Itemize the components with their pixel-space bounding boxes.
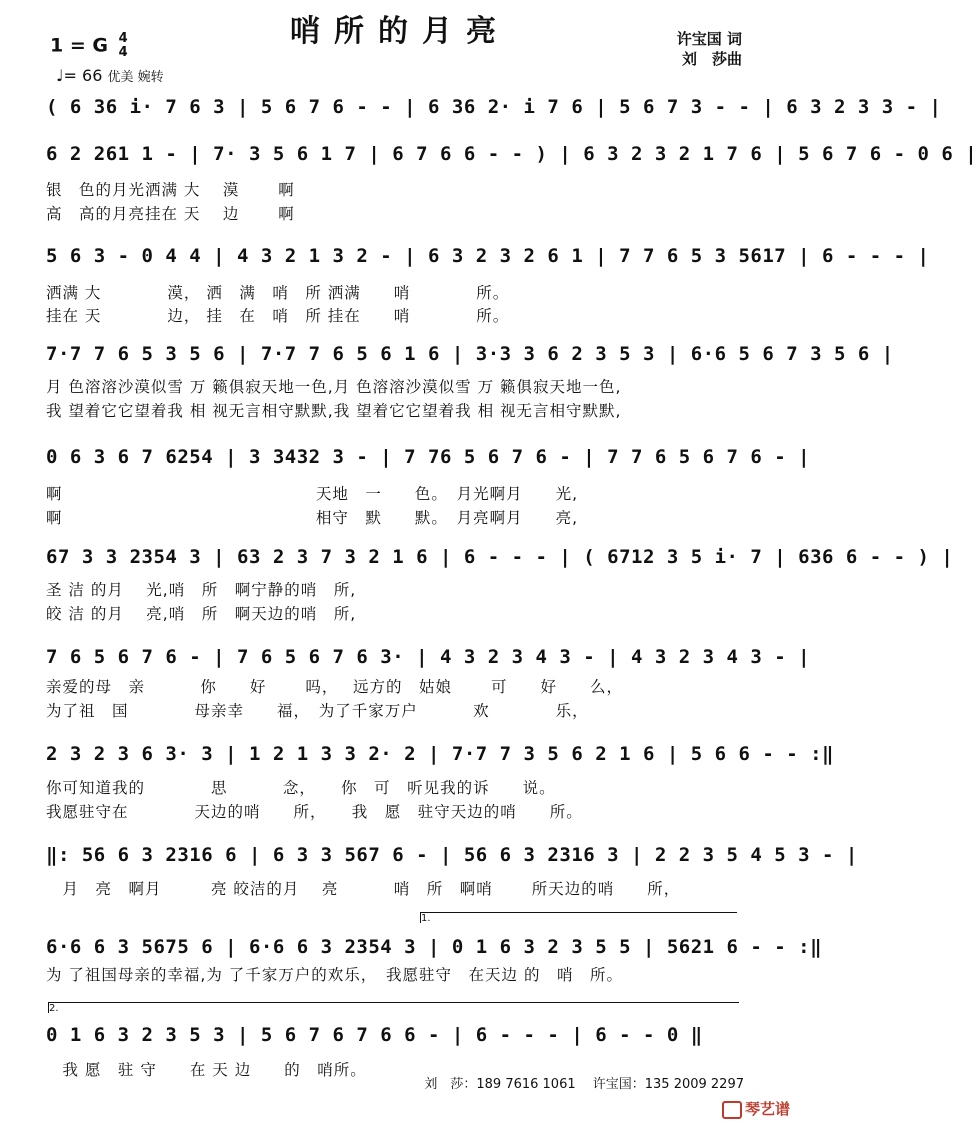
first-ending-label: 1. [421, 913, 431, 924]
score-system-6 [46, 540, 954, 574]
site-logo[interactable] [722, 1098, 790, 1119]
notes-line: 0 6 3 6 7 6254 | 3 3432 3 - | 7 76 5 6 7 6 - | 7 7 6 5 6 7 6 - | [46, 446, 811, 468]
lyricist-credit: 许宝国 词 [676, 30, 742, 48]
time-signature-bottom: 4 [118, 45, 128, 60]
first-ending-bracket [420, 912, 737, 923]
score-system-2 [46, 137, 977, 171]
lyric-verse-2: 我 望着它它望着我 相 视无言相守默默,我 望着它它望着我 相 视无言相守默默, [46, 402, 622, 420]
notes-line: 6 2 261 1 - | 7· 3 5 6 1 7 | 6 7 6 6 - - ) | 6 3 2 3 2 1 7 6 | 5 6 7 6 - 0 6 | [46, 143, 977, 165]
score-system-7 [46, 640, 811, 674]
notes-line: ( 6 36 i· 7 6 3 | 5 6 7 6 - - | 6 36 2· i 7 6 | 5 6 7 3 - - | 6 3 2 3 3 - | [46, 96, 942, 118]
tempo-value: ♩= 66 [56, 66, 103, 85]
second-ending-bracket [48, 1002, 739, 1013]
lyric-verse-1: 你可知道我的 思 念， 你 可 听见我的诉 说。 [46, 779, 556, 797]
key-label: 1 = G [50, 34, 108, 57]
lyric-verse-1: 圣 洁 的月 光,哨 所 啊宁静的哨 所, [46, 581, 357, 599]
lyric-verse-1: 亲爱的母 亲 你 好 吗， 远方的 姑娘 可 好 么， [46, 678, 623, 696]
second-ending-label: 2. [49, 1003, 59, 1014]
notes-line: 7·7 7 6 5 3 5 6 | 7·7 7 6 5 6 1 6 | 3·3 3 6 2 3 5 3 | 6·6 5 6 7 3 5 6 | [46, 343, 894, 365]
score-system-1 [46, 90, 942, 124]
lyric-verse-1: 银 色的月光洒满 大 漠 啊 [46, 181, 295, 199]
composer-credit: 刘 莎曲 [681, 50, 742, 68]
notes-line: 5 6 3 - 0 4 4 | 4 3 2 1 3 2 - | 6 3 2 3 2 6 1 | 7 7 6 5 3 5617 | 6 - - - | [46, 245, 930, 267]
notes-line: ‖: 56 6 3 2316 6 | 6 3 3 567 6 - | 56 6 3 2316 3 | 2 2 3 5 4 5 3 - | [46, 844, 858, 866]
lyric-verse-2: 为了祖 国 母亲幸 福， 为了千家万户 欢 乐， [46, 702, 589, 720]
time-signature-top: 4 [118, 31, 128, 46]
lyric-verse-2: 我愿驻守在 天边的哨 所， 我 愿 驻守天边的哨 所。 [46, 803, 583, 821]
lyric-verse-2: 啊 相守 默 默。 月亮啊月 亮, [46, 509, 579, 527]
score-system-11 [46, 1018, 742, 1052]
lyric-verse-1: 月 色溶溶沙漠似雪 万 籁俱寂天地一色,月 色溶溶沙漠似雪 万 籁俱寂天地一色, [46, 378, 622, 396]
notes-line: 67 3 3 2354 3 | 63 2 3 7 3 2 1 6 | 6 - - - | ( 6712 3 5 i· 7 | 636 6 - - ) | [46, 546, 954, 568]
lyric-verse-2: 皎 洁 的月 亮,哨 所 啊天边的哨 所, [46, 605, 357, 623]
notes-line: 7 6 5 6 7 6 - | 7 6 5 6 7 6 3· | 4 3 2 3 4 3 - | 4 3 2 3 4 3 - | [46, 646, 811, 668]
key-signature [50, 32, 128, 60]
contact-info: 刘 莎：189 7616 1061 许宝国：135 2009 2297 [424, 1077, 744, 1092]
song-title: 哨所的月亮 [290, 14, 510, 49]
lyric-verse-1: 我 愿 驻 守 在 天 边 的 哨所。 [46, 1061, 367, 1079]
score-system-10 [46, 930, 823, 964]
lyric-verse-1: 月 亮 啊月 亮 皎洁的月 亮 哨 所 啊哨 所天边的哨 所， [46, 880, 681, 898]
lyric-verse-2: 挂在 天 边， 挂 在 哨 所 挂在 哨 所。 [46, 307, 510, 325]
score-system-9 [46, 838, 858, 872]
logo-icon [722, 1101, 742, 1119]
notes-line: 0 1 6 3 2 3 5 3 | 5 6 7 6 7 6 6 - | 6 - - - | 6 - - 0 ‖ [46, 1024, 703, 1046]
score-system-8 [46, 737, 834, 771]
tempo-marking [56, 66, 164, 85]
notes-line: 6·6 6 3 5675 6 | 6·6 6 3 2354 3 | 0 1 6 3 2 3 5 5 | 5621 6 - - :‖ [46, 936, 823, 958]
lyric-verse-2: 高 高的月亮挂在 天 边 啊 [46, 205, 295, 223]
logo-text: 琴艺谱 [744, 1100, 790, 1118]
score-system-5 [46, 440, 811, 474]
lyric-verse-1: 为 了祖国母亲的幸福,为 了千家万户的欢乐， 我愿驻守 在天边 的 哨 所。 [46, 966, 623, 984]
time-signature [119, 32, 128, 60]
lyric-verse-1: 啊 天地 一 色。 月光啊月 光, [46, 485, 579, 503]
tempo-expression: 优美 婉转 [107, 70, 164, 85]
lyric-verse-1: 洒满 大 漠， 洒 满 哨 所 洒满 哨 所。 [46, 284, 510, 302]
score-system-3 [46, 239, 930, 273]
score-system-4 [46, 337, 894, 371]
notes-line: 2 3 2 3 6 3· 3 | 1 2 1 3 3 2· 2 | 7·7 7 3 5 6 2 1 6 | 5 6 6 - - :‖ [46, 743, 834, 765]
